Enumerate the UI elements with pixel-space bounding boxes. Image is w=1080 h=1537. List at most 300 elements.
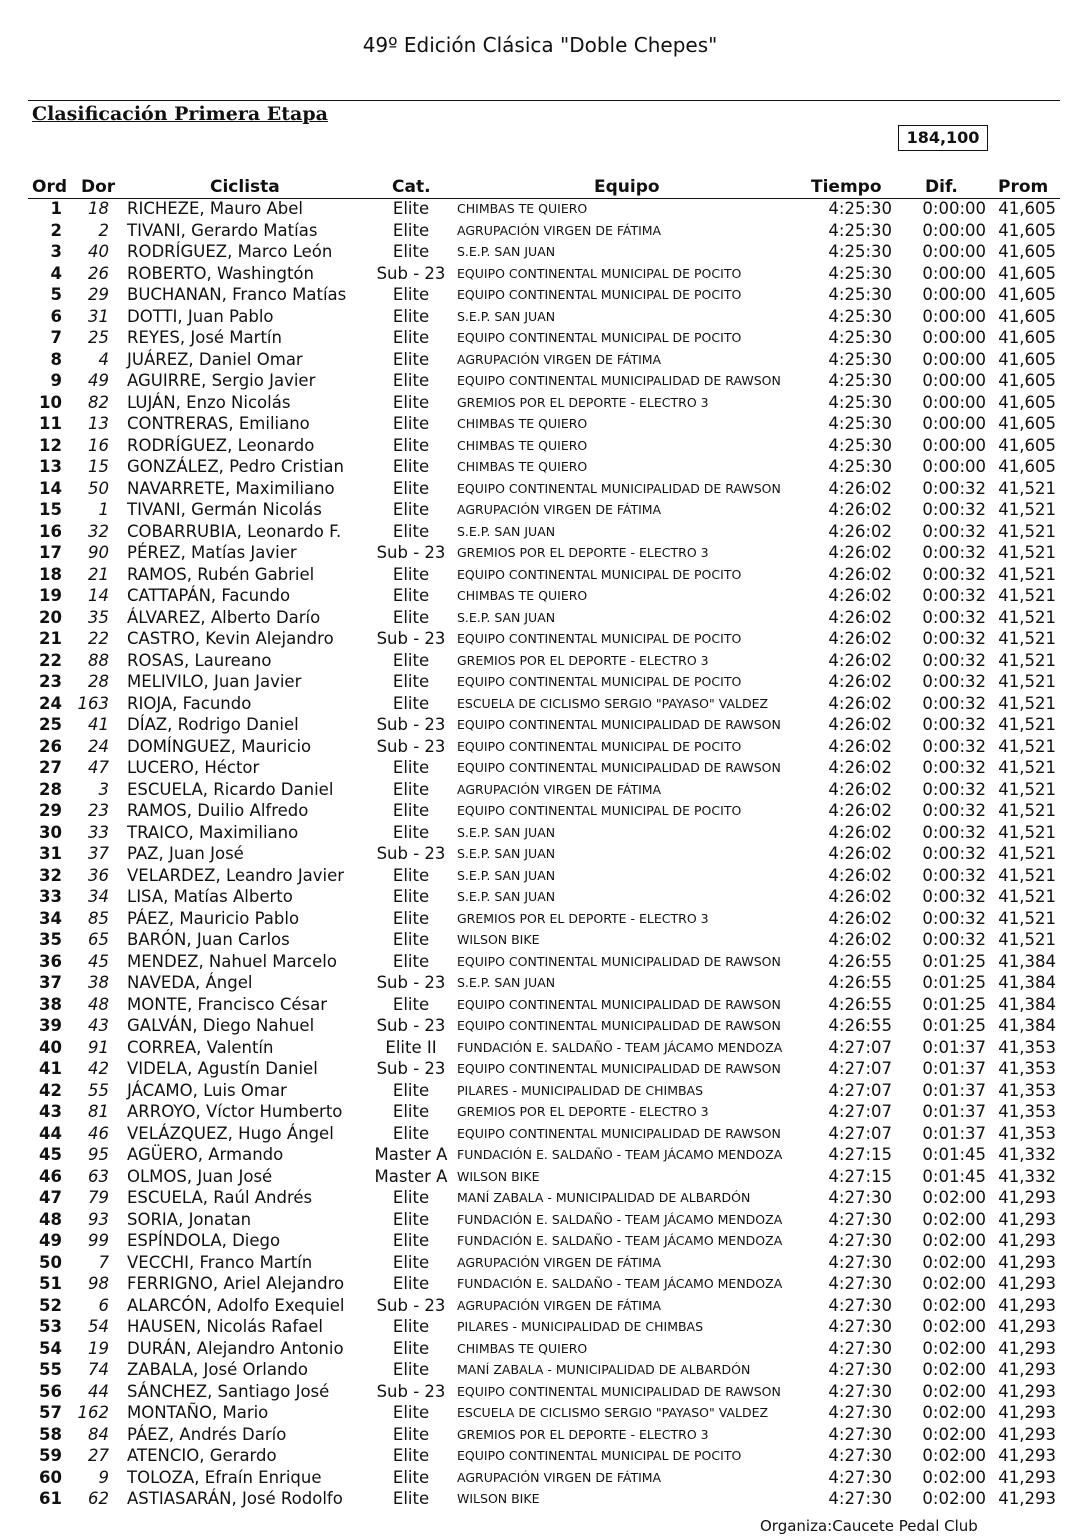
cell-ord: 13	[39, 457, 62, 476]
cell-team: S.E.P. SAN JUAN	[457, 308, 556, 324]
cell-ord: 8	[50, 349, 62, 369]
cell-ord: 18	[39, 564, 62, 584]
cell-team: CHIMBAS TE QUIERO	[457, 459, 588, 474]
table-row	[0, 1424, 1080, 1446]
cell-time: 4:26:55	[828, 951, 892, 971]
cell-ord: 6	[50, 306, 62, 326]
cell-avg: 41,605	[998, 328, 1056, 347]
cell-avg: 41,521	[998, 650, 1056, 670]
cell-dif: 0:02:00	[922, 1360, 986, 1379]
cell-avg: 41,293	[998, 1360, 1056, 1379]
table-row	[0, 327, 1080, 349]
table-row	[0, 306, 1080, 328]
cell-name: PÁEZ, Andrés Darío	[127, 1424, 287, 1444]
cell-team: PILARES - MUNICIPALIDAD DE CHIMBAS	[457, 1082, 704, 1098]
cell-name: FERRIGNO, Ariel Alejandro	[127, 1274, 345, 1293]
cell-name: TIVANI, Gerardo Matías	[127, 220, 318, 240]
cell-name: JÁCAMO, Luis Omar	[127, 1080, 287, 1100]
cell-time: 4:27:30	[828, 1252, 892, 1272]
table-row	[0, 1402, 1080, 1424]
cell-avg: 41,521	[998, 478, 1056, 498]
cell-dor: 29	[88, 285, 109, 304]
table-row	[0, 413, 1080, 435]
cell-name: SÁNCHEZ, Santiago José	[127, 1381, 330, 1401]
cell-cat: Elite	[392, 908, 430, 928]
cell-name: CATTAPÁN, Facundo	[127, 586, 291, 605]
cell-team: EQUIPO CONTINENTAL MUNICIPALIDAD DE RAWSON	[457, 1125, 781, 1141]
cell-ord: 35	[39, 930, 62, 949]
cell-avg: 41,521	[998, 779, 1056, 799]
cell-cat: Elite	[392, 349, 430, 369]
cell-avg: 41,521	[998, 672, 1056, 691]
cell-cat: Elite	[392, 1403, 430, 1422]
cell-time: 4:26:02	[828, 629, 892, 648]
cell-dor: 13	[88, 414, 109, 433]
cell-name: RAMOS, Rubén Gabriel	[127, 564, 315, 584]
table-row	[0, 1101, 1080, 1123]
table-row	[0, 1488, 1080, 1510]
cell-dif: 0:00:00	[922, 306, 986, 326]
cell-cat: Elite	[392, 1209, 430, 1229]
cell-ord: 51	[39, 1274, 62, 1293]
cell-time: 4:27:07	[828, 1059, 892, 1078]
cell-dif: 0:00:32	[922, 607, 986, 627]
cell-dif: 0:00:32	[922, 478, 986, 498]
cell-avg: 41,521	[998, 822, 1056, 842]
cell-avg: 41,605	[998, 392, 1056, 412]
cell-dif: 0:00:00	[922, 371, 986, 390]
cell-name: ESCUELA, Raúl Andrés	[127, 1188, 313, 1207]
section-title: Clasificación Primera Etapa	[32, 103, 328, 125]
cell-name: BUCHANAN, Franco Matías	[127, 285, 347, 304]
header-time: Tiempo	[811, 177, 882, 197]
table-row	[0, 456, 1080, 478]
cell-team: EQUIPO CONTINENTAL MUNICIPALIDAD DE RAWSON	[457, 1383, 781, 1399]
cell-avg: 41,293	[998, 1209, 1056, 1229]
cell-team: AGRUPACIÓN VIRGEN DE FÁTIMA	[457, 351, 662, 367]
cell-time: 4:27:30	[828, 1446, 892, 1465]
cell-time: 4:27:07	[828, 1102, 892, 1121]
cell-avg: 41,353	[998, 1123, 1056, 1143]
cell-team: CHIMBAS TE QUIERO	[457, 1340, 588, 1356]
cell-ord: 4	[50, 263, 62, 283]
cell-dif: 0:00:00	[922, 199, 986, 218]
cell-avg: 41,384	[998, 1016, 1056, 1035]
cell-name: RIOJA, Facundo	[127, 693, 252, 713]
cell-team: EQUIPO CONTINENTAL MUNICIPALIDAD DE RAWSON	[457, 1018, 781, 1033]
table-row	[0, 886, 1080, 908]
cell-avg: 41,605	[998, 285, 1056, 304]
cell-dif: 0:01:37	[922, 1123, 986, 1143]
cell-name: ARROYO, Víctor Humberto	[127, 1102, 343, 1121]
cell-time: 4:27:30	[828, 1360, 892, 1379]
document-title: 49º Edición Clásica "Doble Chepes"	[362, 33, 718, 57]
cell-avg: 41,332	[998, 1145, 1056, 1164]
table-row	[0, 349, 1080, 371]
cell-dif: 0:02:00	[922, 1274, 986, 1293]
cell-dor: 91	[88, 1037, 109, 1057]
cell-cat: Elite	[392, 1252, 430, 1272]
cell-dor: 33	[88, 822, 109, 842]
cell-dif: 0:00:32	[922, 500, 986, 519]
header-dif: Dif.	[925, 177, 958, 197]
cell-ord: 28	[39, 779, 62, 799]
cell-time: 4:25:30	[828, 328, 892, 347]
cell-dif: 0:00:32	[922, 822, 986, 842]
cell-dif: 0:00:32	[922, 672, 986, 691]
cell-dif: 0:00:32	[922, 650, 986, 670]
cell-cat: Elite	[392, 564, 430, 584]
cell-time: 4:26:02	[828, 521, 892, 541]
cell-name: CORREA, Valentín	[127, 1037, 274, 1057]
cell-cat: Elite	[392, 693, 430, 713]
header-name: Ciclista	[210, 177, 280, 197]
cell-ord: 36	[39, 951, 62, 971]
cell-team: AGRUPACIÓN VIRGEN DE FÁTIMA	[457, 1297, 662, 1313]
cell-avg: 41,521	[998, 629, 1056, 648]
cell-dif: 0:00:32	[922, 887, 986, 906]
cell-ord: 59	[39, 1446, 62, 1465]
cell-ord: 17	[39, 543, 62, 562]
cell-dor: 28	[88, 672, 109, 691]
cell-ord: 58	[39, 1424, 62, 1444]
table-row	[0, 843, 1080, 865]
cell-dif: 0:01:45	[922, 1166, 986, 1186]
cell-cat: Elite	[392, 887, 430, 906]
cell-team: EQUIPO CONTINENTAL MUNICIPAL DE POCITO	[457, 738, 742, 754]
cell-cat: Elite	[392, 242, 430, 261]
cell-cat: Elite	[392, 371, 430, 390]
cell-team: S.E.P. SAN JUAN	[457, 975, 556, 990]
cell-name: GONZÁLEZ, Pedro Cristian	[127, 457, 344, 476]
cell-cat: Elite	[392, 865, 430, 885]
cell-avg: 41,605	[998, 220, 1056, 240]
cell-name: REYES, José Martín	[127, 328, 282, 347]
cell-dif: 0:00:32	[922, 629, 986, 648]
cell-team: CHIMBAS TE QUIERO	[457, 588, 588, 603]
cell-time: 4:27:30	[828, 1188, 892, 1207]
cell-team: GREMIOS POR EL DEPORTE - ELECTRO 3	[457, 910, 709, 926]
table-row	[0, 628, 1080, 650]
cell-time: 4:26:55	[828, 973, 892, 992]
cell-ord: 23	[39, 672, 62, 691]
cell-dor: 1	[98, 500, 109, 519]
cell-avg: 41,521	[998, 844, 1056, 863]
cell-dor: 98	[88, 1274, 109, 1293]
cell-cat: Sub - 23	[376, 715, 446, 734]
cell-ord: 40	[39, 1037, 62, 1057]
table-row	[0, 757, 1080, 779]
cell-name: MENDEZ, Nahuel Marcelo	[127, 951, 337, 971]
cell-ord: 41	[39, 1059, 62, 1078]
cell-name: CASTRO, Kevin Alejandro	[127, 629, 334, 648]
title-divider	[28, 100, 1060, 101]
cell-dif: 0:02:00	[922, 1446, 986, 1465]
cell-ord: 19	[39, 586, 62, 605]
distance-box: 184,100	[898, 125, 988, 151]
cell-cat: Elite	[392, 672, 430, 691]
cell-name: PÉREZ, Matías Javier	[127, 543, 297, 562]
cell-ord: 53	[39, 1317, 62, 1336]
cell-time: 4:25:30	[828, 457, 892, 476]
cell-cat: Elite	[392, 1360, 430, 1379]
cell-cat: Elite	[392, 801, 430, 820]
cell-ord: 32	[39, 865, 62, 885]
cell-ord: 43	[39, 1102, 62, 1121]
cell-dor: 48	[88, 994, 109, 1014]
cell-cat: Elite	[392, 1424, 430, 1444]
cell-avg: 41,521	[998, 801, 1056, 820]
cell-ord: 48	[39, 1209, 62, 1229]
table-row	[0, 263, 1080, 285]
cell-name: VELARDEZ, Leandro Javier	[127, 865, 345, 885]
table-row	[0, 1252, 1080, 1274]
cell-dif: 0:00:00	[922, 220, 986, 240]
cell-name: NAVARRETE, Maximiliano	[127, 478, 335, 498]
cell-dor: 84	[88, 1424, 109, 1444]
cell-time: 4:27:30	[828, 1489, 892, 1508]
cell-cat: Elite	[392, 199, 430, 218]
table-row	[0, 1166, 1080, 1188]
cell-dor: 82	[88, 392, 109, 412]
cell-ord: 47	[39, 1188, 62, 1207]
cell-team: EQUIPO CONTINENTAL MUNICIPAL DE POCITO	[457, 330, 742, 345]
cell-name: VIDELA, Agustín Daniel	[127, 1059, 318, 1078]
cell-ord: 39	[39, 1016, 62, 1035]
cell-cat: Elite	[392, 779, 430, 799]
cell-dor: 40	[88, 242, 109, 261]
cell-cat: Sub - 23	[376, 1295, 446, 1315]
cell-time: 4:26:02	[828, 736, 892, 756]
cell-cat: Elite	[392, 1102, 430, 1121]
cell-name: COBARRUBIA, Leonardo F.	[127, 521, 342, 541]
table-row	[0, 1037, 1080, 1059]
cell-avg: 41,521	[998, 607, 1056, 627]
cell-avg: 41,293	[998, 1317, 1056, 1336]
cell-ord: 9	[50, 371, 62, 390]
cell-dif: 0:00:32	[922, 586, 986, 605]
cell-name: LUCERO, Héctor	[127, 758, 260, 777]
cell-avg: 41,605	[998, 242, 1056, 261]
table-row	[0, 693, 1080, 715]
cell-dor: 24	[88, 736, 109, 756]
cell-name: TIVANI, Germán Nicolás	[127, 500, 322, 519]
cell-avg: 41,521	[998, 865, 1056, 885]
cell-dor: 27	[88, 1446, 109, 1465]
cell-dor: 95	[88, 1145, 109, 1164]
cell-avg: 41,293	[998, 1252, 1056, 1272]
cell-name: AGUIRRE, Sergio Javier	[127, 371, 316, 390]
cell-time: 4:27:07	[828, 1037, 892, 1057]
cell-time: 4:26:02	[828, 758, 892, 777]
cell-avg: 41,521	[998, 586, 1056, 605]
cell-time: 4:26:55	[828, 994, 892, 1014]
cell-dor: 45	[88, 951, 109, 971]
cell-time: 4:26:02	[828, 500, 892, 519]
cell-ord: 29	[39, 801, 62, 820]
cell-ord: 42	[39, 1080, 62, 1100]
cell-ord: 37	[39, 973, 62, 992]
cell-dor: 3	[98, 779, 109, 799]
cell-dor: 54	[88, 1317, 109, 1336]
cell-dif: 0:02:00	[922, 1209, 986, 1229]
cell-dif: 0:00:32	[922, 715, 986, 734]
cell-time: 4:27:30	[828, 1403, 892, 1422]
cell-avg: 41,605	[998, 306, 1056, 326]
cell-cat: Elite	[392, 521, 430, 541]
cell-dif: 0:02:00	[922, 1403, 986, 1422]
cell-cat: Sub - 23	[376, 1381, 446, 1401]
cell-time: 4:27:30	[828, 1274, 892, 1293]
cell-time: 4:25:30	[828, 392, 892, 412]
classification-table	[0, 198, 1080, 1510]
cell-dif: 0:01:45	[922, 1145, 986, 1164]
cell-cat: Master A	[374, 1166, 448, 1186]
cell-dor: 163	[77, 693, 109, 713]
cell-team: ESCUELA DE CICLISMO SERGIO "PAYASO" VALDEZ	[457, 1405, 769, 1420]
cell-dif: 0:00:32	[922, 801, 986, 820]
cell-dif: 0:00:32	[922, 779, 986, 799]
cell-ord: 31	[39, 844, 62, 863]
cell-time: 4:26:02	[828, 478, 892, 498]
table-row	[0, 1209, 1080, 1231]
cell-ord: 11	[39, 414, 62, 433]
header-avg: Prom	[998, 177, 1049, 197]
table-row	[0, 521, 1080, 543]
cell-avg: 41,293	[998, 1424, 1056, 1444]
cell-team: FUNDACIÓN E. SALDAÑO - TEAM JÁCAMO MENDOZA	[457, 1276, 783, 1291]
cell-cat: Elite	[392, 1489, 430, 1508]
cell-team: AGRUPACIÓN VIRGEN DE FÁTIMA	[457, 222, 662, 238]
cell-avg: 41,293	[998, 1188, 1056, 1207]
cell-ord: 56	[39, 1381, 62, 1401]
cell-avg: 41,384	[998, 994, 1056, 1014]
table-row	[0, 1338, 1080, 1360]
cell-time: 4:27:30	[828, 1338, 892, 1358]
cell-avg: 41,293	[998, 1467, 1056, 1487]
cell-team: FUNDACIÓN E. SALDAÑO - TEAM JÁCAMO MENDOZA	[457, 1211, 783, 1227]
cell-ord: 2	[50, 220, 62, 240]
cell-cat: Elite	[392, 951, 430, 971]
cell-name: DURÁN, Alejandro Antonio	[127, 1338, 344, 1358]
table-row	[0, 671, 1080, 693]
cell-ord: 26	[39, 736, 62, 756]
cell-cat: Sub - 23	[376, 1059, 446, 1078]
cell-dif: 0:01:25	[922, 1016, 986, 1035]
cell-team: S.E.P. SAN JUAN	[457, 609, 556, 625]
cell-time: 4:26:02	[828, 607, 892, 627]
cell-team: S.E.P. SAN JUAN	[457, 846, 556, 861]
cell-dif: 0:00:32	[922, 930, 986, 949]
cell-dor: 23	[88, 801, 109, 820]
cell-dif: 0:01:37	[922, 1059, 986, 1078]
cell-ord: 55	[39, 1360, 62, 1379]
cell-cat: Sub - 23	[376, 736, 446, 756]
cell-dif: 0:01:25	[922, 951, 986, 971]
table-row	[0, 607, 1080, 629]
cell-team: GREMIOS POR EL DEPORTE - ELECTRO 3	[457, 652, 709, 668]
cell-dor: 19	[88, 1338, 109, 1358]
cell-ord: 14	[39, 478, 62, 498]
cell-dor: 25	[88, 328, 109, 347]
cell-time: 4:25:30	[828, 199, 892, 218]
cell-dor: 2	[98, 220, 109, 240]
cell-dor: 88	[88, 650, 109, 670]
cell-avg: 41,293	[998, 1446, 1056, 1465]
cell-team: S.E.P. SAN JUAN	[457, 824, 556, 840]
cell-team: FUNDACIÓN E. SALDAÑO - TEAM JÁCAMO MENDOZA	[457, 1039, 783, 1055]
cell-dif: 0:00:00	[922, 349, 986, 369]
cell-dif: 0:00:32	[922, 564, 986, 584]
cell-time: 4:25:30	[828, 263, 892, 283]
cell-team: AGRUPACIÓN VIRGEN DE FÁTIMA	[457, 1469, 662, 1485]
cell-dor: 49	[88, 371, 109, 390]
cell-ord: 46	[39, 1166, 62, 1186]
cell-dor: 47	[88, 758, 109, 777]
cell-cat: Elite	[392, 435, 430, 455]
cell-dor: 4	[98, 349, 109, 369]
cell-cat: Elite	[392, 1317, 430, 1336]
cell-cat: Sub - 23	[376, 263, 446, 283]
table-row	[0, 220, 1080, 242]
cell-team: GREMIOS POR EL DEPORTE - ELECTRO 3	[457, 1104, 709, 1119]
cell-name: GALVÁN, Diego Nahuel	[127, 1016, 315, 1035]
table-row	[0, 585, 1080, 607]
cell-dor: 50	[88, 478, 109, 498]
cell-team: FUNDACIÓN E. SALDAÑO - TEAM JÁCAMO MENDOZA	[457, 1233, 783, 1248]
cell-cat: Sub - 23	[376, 844, 446, 863]
cell-team: EQUIPO CONTINENTAL MUNICIPAL DE POCITO	[457, 803, 742, 818]
cell-team: EQUIPO CONTINENTAL MUNICIPAL DE POCITO	[457, 287, 742, 302]
cell-avg: 41,353	[998, 1102, 1056, 1121]
cell-dif: 0:02:00	[922, 1489, 986, 1508]
cell-dor: 74	[88, 1360, 109, 1379]
cell-name: MONTAÑO, Mario	[127, 1403, 269, 1422]
cell-team: EQUIPO CONTINENTAL MUNICIPALIDAD DE RAWSON	[457, 953, 781, 969]
cell-dif: 0:00:32	[922, 693, 986, 713]
cell-dif: 0:02:00	[922, 1188, 986, 1207]
cell-cat: Elite	[392, 1188, 430, 1207]
cell-time: 4:25:30	[828, 349, 892, 369]
cell-dor: 26	[88, 263, 109, 283]
cell-dor: 162	[77, 1403, 109, 1422]
cell-cat: Elite II	[385, 1037, 437, 1057]
cell-avg: 41,521	[998, 543, 1056, 562]
cell-time: 4:26:02	[828, 564, 892, 584]
cell-cat: Elite	[392, 1338, 430, 1358]
cell-dif: 0:01:37	[922, 1102, 986, 1121]
cell-avg: 41,293	[998, 1338, 1056, 1358]
cell-cat: Elite	[392, 994, 430, 1014]
cell-team: AGRUPACIÓN VIRGEN DE FÁTIMA	[457, 502, 662, 517]
cell-cat: Elite	[392, 930, 430, 949]
cell-team: S.E.P. SAN JUAN	[457, 867, 556, 883]
cell-time: 4:27:30	[828, 1467, 892, 1487]
cell-dor: 41	[88, 715, 109, 734]
cell-avg: 41,521	[998, 887, 1056, 906]
cell-cat: Elite	[392, 457, 430, 476]
cell-avg: 41,521	[998, 693, 1056, 713]
cell-dif: 0:00:00	[922, 435, 986, 455]
cell-ord: 21	[39, 629, 62, 648]
cell-time: 4:26:02	[828, 715, 892, 734]
cell-time: 4:25:30	[828, 414, 892, 433]
cell-avg: 41,605	[998, 435, 1056, 455]
cell-avg: 41,384	[998, 951, 1056, 971]
cell-name: ROSAS, Laureano	[127, 650, 272, 670]
cell-name: LISA, Matías Alberto	[127, 887, 293, 906]
cell-cat: Elite	[392, 220, 430, 240]
